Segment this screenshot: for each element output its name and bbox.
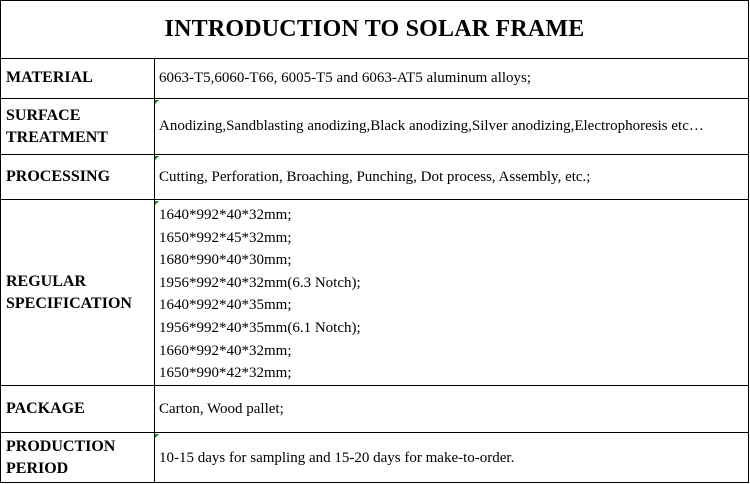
spec-item: 1680*990*40*30mm; [159, 252, 292, 269]
row-label-material [1, 58, 155, 98]
label-line: PRODUCTION [6, 438, 116, 455]
table-row-package [1, 386, 748, 433]
label-line: SURFACE [6, 106, 81, 124]
label-line: TREATMENT [6, 128, 108, 146]
spec-item: 1660*992*40*32mm; [159, 342, 292, 359]
spec-item: 1956*992*40*32mm(6.3 Notch); [159, 274, 361, 291]
spec-item: 1956*992*40*35mm(6.1 Notch); [159, 319, 361, 336]
label-line: PACKAGE [6, 400, 85, 417]
table-row-surface-treatment [1, 99, 748, 155]
row-value-production-period: 10-15 days for sampling and 15-20 days for make-to-order. [159, 449, 515, 466]
row-value-package: Carton, Wood pallet; [159, 400, 284, 417]
label-line: MATERIAL [6, 69, 93, 86]
row-label-processing [1, 155, 155, 199]
row-label-production-period [1, 433, 155, 483]
row-value-processing: Cutting, Perforation, Broaching, Punching, Dot process, Assembly, etc.; [159, 168, 591, 185]
spec-item: 1640*992*40*35mm; [159, 297, 292, 314]
row-value-regular-specification [155, 200, 748, 385]
label-line: REGULAR [6, 272, 87, 290]
table-row-processing [1, 155, 748, 200]
label-line: PROCESSING [6, 168, 111, 185]
spec-item: 1650*990*42*32mm; [159, 365, 292, 382]
row-label-regular-specification [1, 200, 155, 385]
table-row-material [1, 58, 748, 99]
label-line: PERIOD [6, 460, 69, 477]
table-row-production-period [1, 433, 748, 483]
spec-item: 1650*992*45*32mm; [159, 229, 292, 246]
table-title: INTRODUCTION TO SOLAR FRAME [1, 1, 748, 59]
spec-item: 1640*992*40*32mm; [159, 207, 292, 223]
row-value-surface-treatment: Anodizing,Sandblasting anodizing,Black anodizing,Silver anodizing,Electrophoresis etc… [159, 118, 704, 134]
row-label-package [1, 386, 155, 432]
row-label-surface-treatment [1, 99, 155, 154]
label-line: SPECIFICATION [6, 294, 132, 312]
table-row-regular-specification [1, 200, 748, 386]
row-value-material: 6063-T5,6060-T66, 6005-T5 and 6063-AT5 aluminum alloys; [159, 69, 532, 86]
